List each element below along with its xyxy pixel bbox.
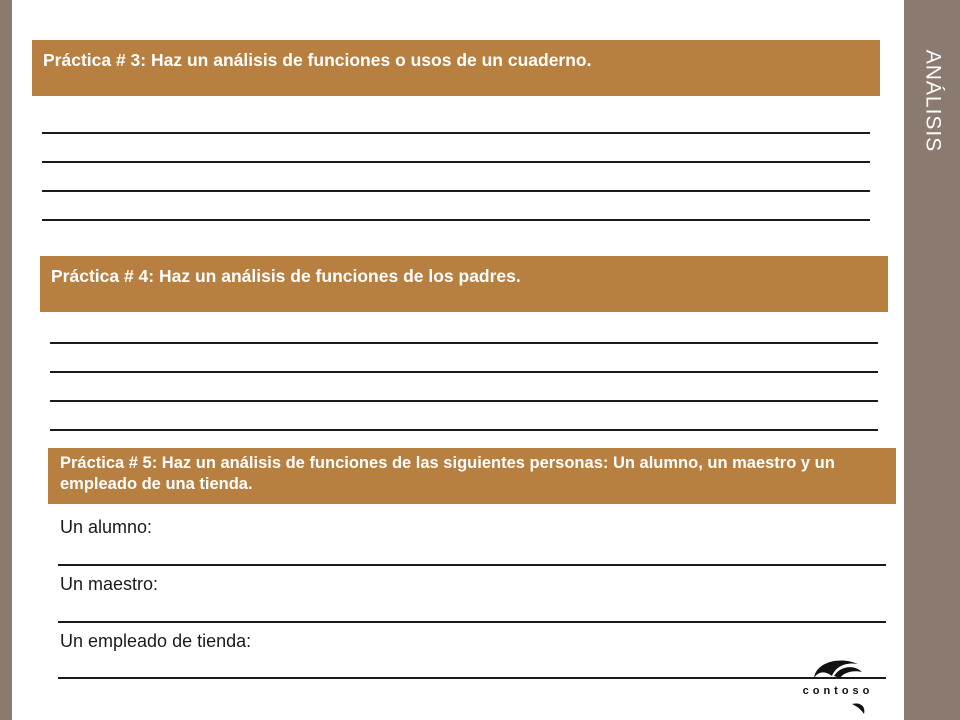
answer-line[interactable] — [42, 219, 870, 221]
answer-line[interactable] — [50, 400, 878, 402]
practice-3-banner — [32, 40, 880, 96]
practice-4-banner — [40, 256, 888, 312]
answer-line[interactable] — [42, 132, 870, 134]
answer-line[interactable] — [50, 429, 878, 431]
side-title: ANÁLISIS — [921, 49, 945, 153]
answer-label-maestro: Un maestro: — [60, 574, 159, 594]
practice-3-text: Práctica # 3: Haz un análisis de funciones o usos de un cuaderno. — [43, 50, 592, 70]
logo-text: contoso — [802, 685, 874, 697]
answer-line[interactable] — [50, 342, 878, 344]
answer-line-alumno[interactable] — [58, 564, 886, 566]
answer-line[interactable] — [42, 161, 870, 163]
practice-4-text: Práctica # 4: Haz un análisis de funciones de los padres. — [51, 266, 521, 286]
contoso-logo — [800, 656, 876, 718]
answer-line-empleado[interactable] — [58, 677, 886, 679]
practice-5-banner — [48, 448, 896, 504]
left-border-strip — [0, 0, 12, 720]
answer-label-alumno: Un alumno: — [60, 517, 153, 537]
answer-line[interactable] — [50, 371, 878, 373]
answer-line[interactable] — [42, 190, 870, 192]
answer-line-maestro[interactable] — [58, 621, 886, 623]
practice-5-text: Práctica # 5: Haz un análisis de funciones de las siguientes personas: Un alumno, un maestro y un empleado de una tienda. — [60, 454, 835, 493]
side-title-container — [904, 46, 960, 156]
answer-label-empleado: Un empleado de tienda: — [60, 631, 252, 651]
